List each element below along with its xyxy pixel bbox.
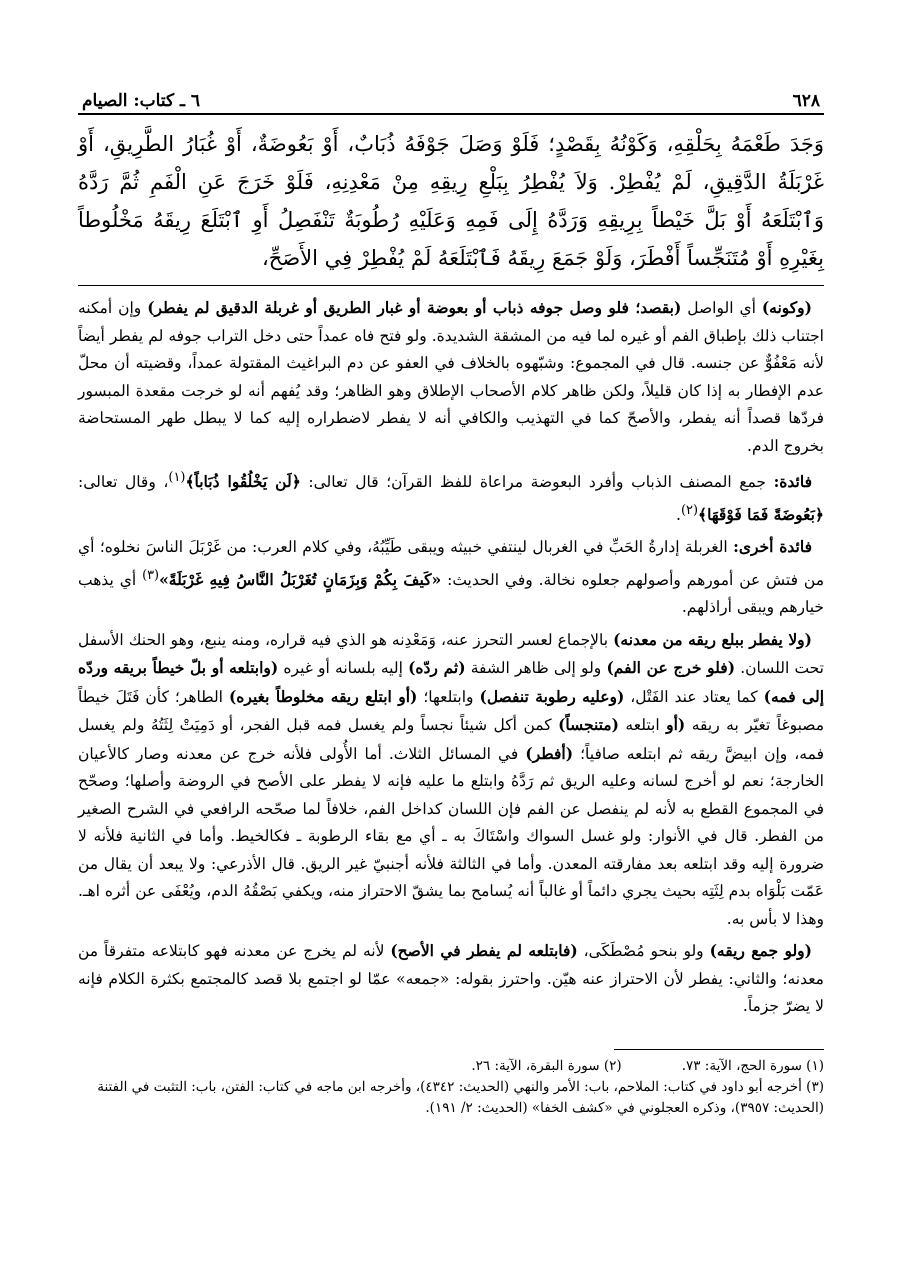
text: وابتلعها؛ bbox=[417, 687, 480, 706]
bold-quote: (فلو خرج عن الفم) bbox=[606, 658, 736, 678]
text: ابتلعه bbox=[618, 716, 667, 735]
text: جمع المصنف الذباب وأفرد البعوضة مراعاة للفظ القرآن؛ قال تعالى: bbox=[300, 473, 774, 492]
quran-quote: ﴿لَن يَخْلُقُوا ذُبَاباً﴾ bbox=[185, 472, 301, 492]
bold-quote: (بقصد؛ فلو وصل جوفه ذباب أو بعوضة أو غبار الطريق أو غربلة الدقيق لم يفطر) bbox=[147, 298, 682, 317]
footnote-separator bbox=[614, 1049, 824, 1050]
text: الطاهر؛ كأن فَتَلَ خيطاً مصبوغاً تغيّر به ريقه bbox=[78, 687, 824, 735]
chapter-title: ٦ ـ كتاب: الصيام bbox=[82, 91, 201, 111]
text: إليه بلسانه أو غيره bbox=[278, 659, 409, 678]
matn-text: وَجَدَ طَعْمَهُ بِحَلْقِهِ، وَكَوْنُهُ بِقَصْدٍ؛ فَلَوْ وَصَلَ جَوْفَهُ ذُبَابٌ، أَوْ بَعُوضَةٌ، أَوْ غُبَارُ الطَّرِيقِ، أَوْ غَرْبَلَةُ الدَّقِيقِ، لَمْ يُفْطِرْ. وَلاَ يُفْطِرُ بِبَلْعِ رِيقِهِ مِنْ مَعْدِنِهِ، فَلَوْ خَرَجَ عَنِ الْفَمِ ثُمَّ رَدَّهُ وَٱبْتَلَعَهُ أَوْ بَلَّ خَيْطاً بِرِيقِهِ وَرَدَّهُ إِلَى فَمِهِ وَعَلَيْهِ رُطُوبَةٌ تَنْفَصِلُ أَوِ ٱبْتَلَعَ رِيقَهُ مَخْلُوطاً بِغَيْرِهِ أَوْ مُتَنَجِّساً أَفْطَرَ، وَلَوْ جَمَعَ رِيقَهُ فَٱبْتَلَعَهُ لَمْ يُفْطِرْ فِي الأَصَحِّ، bbox=[78, 125, 824, 286]
bold-quote: (ولا يفطر ببلع ريقه من معدنه) bbox=[613, 629, 812, 649]
faida-label: فائدة أخرى: bbox=[733, 537, 812, 557]
bold-quote: (ثم ردّه) bbox=[408, 658, 466, 678]
footnote-separator-wrap bbox=[78, 1025, 824, 1056]
bold-quote: (أفطر) bbox=[525, 743, 574, 763]
hadith-quote: «كَيفَ بِكُمْ وَبِزَمَانٍ تُغَرْبَلُ النَّاسُ فِيهِ غَرْبَلَةً» bbox=[159, 569, 442, 589]
text: ولو إلى ظاهر الشفة bbox=[465, 659, 607, 678]
commentary-paragraph bbox=[78, 464, 824, 529]
text: وإن أمكنه اجتناب ذلك بإطباق الفم أو غيره لما فيه من المشقة الشديدة. ولو فتح فاه عمداً حتى دخل التراب جوفه لم يفطر أيضاً لأنه مَعْفُوٌّ عن جنسه. قال في المجموع: وشبّهوه بالخلاف في العفو عن دم البراغيث المقتولة عمداً، وقضيته أن محلّ عدم الإفطار به إذا كان قليلاً، ولكن ظاهر كلام الأصحاب الإطلاق وهو الظاهر؛ وقد يُفهم أنه لو خرجت مقعدة المبسور فردّها قصداً أنه يفطر، والأصحّ كما في التهذيب والكافي أنه لا يفطر لاضطراره إليه كما لا يبطل طهر المستحاضة بخروج الدم. bbox=[78, 299, 824, 455]
book-page bbox=[78, 83, 824, 1183]
bold-quote: (ولو جمع ريقه) bbox=[709, 941, 813, 961]
commentary-paragraph bbox=[78, 937, 824, 1021]
footnote-2: (٢) سورة البقرة، الآية: ٢٦. bbox=[471, 1057, 622, 1074]
footnote-row bbox=[78, 1056, 824, 1077]
text: في المسائل الثلاث. أما الأُولى فلأنه خرج عن معدنه وصار كالأعيان الخارجة؛ نعم لو أخرج لسانه وعليه الريق ثم رَدَّهُ وابتلع ما عليه فإنه لا يفطر على الأصح في الروضة وأصلها؛ وصحّح في المجموع القطع به لأنه لم ينفصل عن الفم فإن اللسان كداخل الفم، خلافاً لما صحّحه الرافعي في الشرح الصغير من الفطر. قال في الأنوار: ولو غسل السواك واسْتَاكَ به ـ أي مع بقاء الرطوبة ـ فكالخيط. وأما في الثانية فلأنه لا ضرورة إليه وقد ابتلعه بعد مفارقته المعدن. وأما في الثالثة فلأنه أجنبيّ غير الريق. قال الأذرعي: ولا يبعد أن يقال من عَمّت بَلْوَاه بدم لِثَتِه بحيث يجري دائماً أو غالباً أنه يُسامح بما يشقّ الاحتراز منه، ويكفي بَصْقُهُ الدم، ويُعْفَى عن أثره اهـ. وهذا لا بأس به. bbox=[78, 744, 824, 928]
text: أي يذهب خيارهم ويبقى أراذلهم. bbox=[78, 570, 824, 617]
commentary-paragraph bbox=[78, 533, 824, 622]
bold-quote: (وكونه) bbox=[761, 298, 812, 317]
footnote-ref[interactable]: (٢) bbox=[680, 502, 698, 518]
text: ، وقال تعالى: bbox=[78, 473, 169, 492]
commentary-paragraph bbox=[78, 294, 824, 460]
text: . bbox=[676, 505, 681, 524]
bold-quote: (وعليه رطوبة تنفصل) bbox=[479, 686, 625, 706]
text: الغربلة إدارةُ الحَبِّ في الغربال لينتفي خبيثه ويبقى طَيِّبُهُ، وفي كلام العرب: من غَرْبَلَ الناسَ نخلوه؛ أي من فتش عن أمورهم وأصولهم جعلوه نخالة. وفي الحديث: bbox=[78, 538, 824, 589]
faida-label: فائدة: bbox=[773, 472, 812, 492]
text: لأنه لم يخرج عن معدنه فهو كابتلاعه متفرقاً من معدنه؛ والثاني: يفطر لأن الاحتراز عنه هيّن. واحترز بقوله: «جمعه» عمّا لو اجتمع بلا قصد كالمجتمع بكثرة الكلام فإنه لا يضرّ جزماً. bbox=[78, 942, 824, 1016]
bold-quote: (فابتلعه لم يفطر في الأصح) bbox=[390, 941, 578, 961]
footnote-1: (١) سورة الحج، الآية: ٧٣. bbox=[681, 1057, 824, 1074]
text: كمن أكل شيئاً نجساً ولم يغسل فمه قبل الفجر، أو دَمِيَتْ لِثَتُهُ ولم يغسل فمه، وإن ابيضَّ ريقه ثم ابتلعه صافياً؛ bbox=[78, 716, 824, 763]
running-header bbox=[78, 83, 824, 115]
text: ولو بنحو مُصْطَكَى، bbox=[577, 942, 710, 961]
commentary-paragraph bbox=[78, 626, 824, 934]
text: أي الواصل bbox=[681, 299, 762, 317]
commentary bbox=[78, 294, 824, 1021]
text: بالإجماع لعسر التحرز عنه، وَمَعْدِنه هو الذي فيه قراره، ومنه ينبع، وهو الحنك الأسفل تحت اللسان. bbox=[78, 630, 824, 678]
bold-quote: (أو bbox=[666, 715, 686, 735]
quran-quote: ﴿بَعُوضَةً فَمَا فَوْقَهَا﴾ bbox=[697, 504, 824, 524]
text: كما يعتاد عند الفَتْل، bbox=[624, 687, 764, 706]
bold-quote: (متنجساً) bbox=[558, 715, 619, 735]
bold-quote: (أو ابتلع ريقه مخلوطاً بغيره) bbox=[228, 686, 418, 706]
footnotes bbox=[78, 1056, 824, 1119]
page-number: ٦٢٨ bbox=[792, 91, 820, 111]
bold-quote: (وابتلعه أو بلّ خيطاً بريقه وردّه إلى فمه) bbox=[78, 658, 824, 706]
footnote-ref[interactable]: (١) bbox=[168, 470, 186, 485]
footnote-3: (٣) أخرجه أبو داود في كتاب: الملاحم، باب: الأمر والنهي (الحديث: ٤٣٤٢)، وأخرجه ابن ماجه في كتاب: الفتن، باب: التثبت في الفتنة (الحديث: ٣٩٥٧)، وذكره العجلوني في «كشف الخفا» (الحديث: ٢/ ١٩١). bbox=[97, 1078, 824, 1116]
footnote-ref[interactable]: (٣) bbox=[142, 567, 160, 583]
